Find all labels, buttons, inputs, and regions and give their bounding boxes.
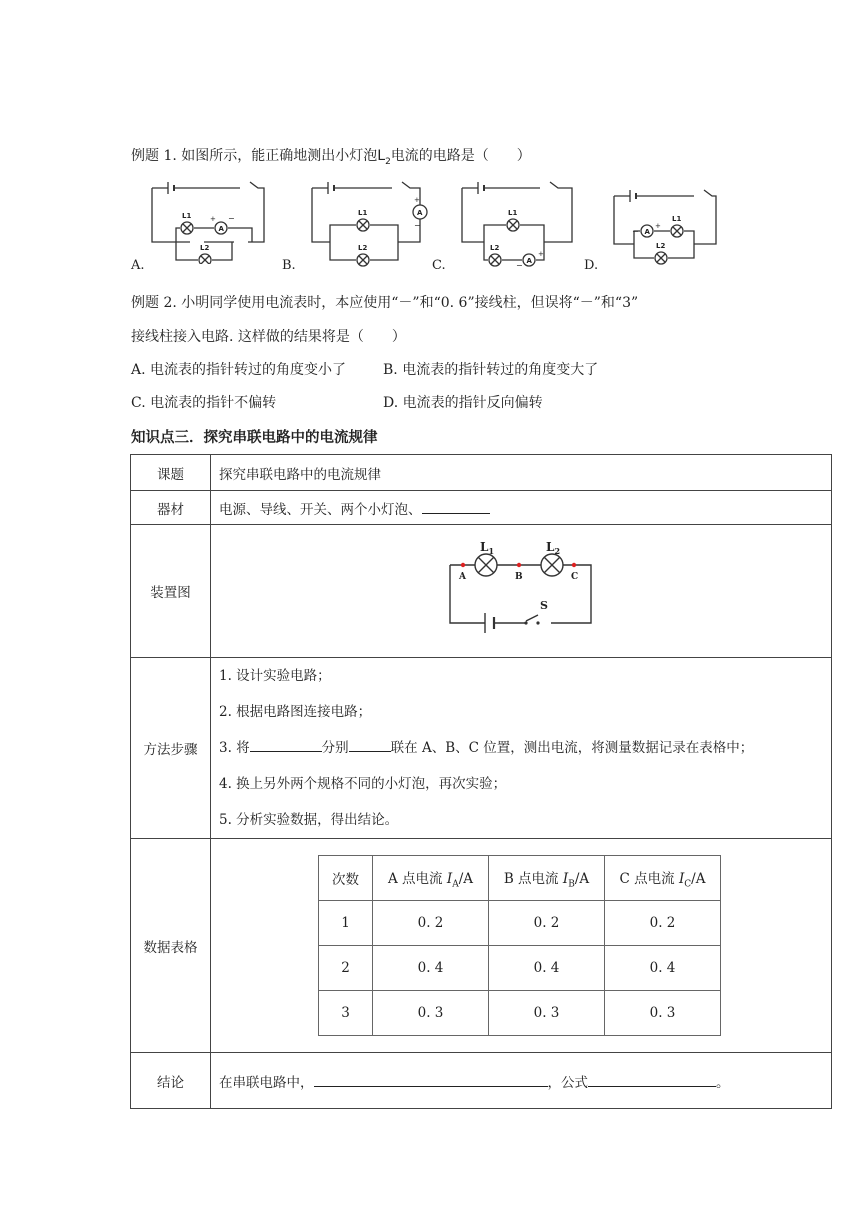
series-circuit-diagram — [446, 541, 606, 641]
header-current-b: B 点电流 $I_B/A$ — [489, 856, 605, 901]
svg-text:B: B — [515, 572, 523, 582]
cell: 3 — [319, 991, 373, 1036]
measurement-header-row — [319, 856, 721, 901]
table-row — [131, 491, 832, 525]
svg-text:L2: L2 — [490, 244, 500, 252]
svg-text:S: S — [540, 599, 548, 612]
table-row — [131, 525, 832, 658]
svg-text:L2: L2 — [200, 244, 210, 252]
svg-text:+: + — [210, 215, 216, 223]
svg-text:A: A — [526, 257, 532, 265]
svg-text:−: − — [516, 261, 523, 270]
step-3-blank-1 — [250, 737, 322, 752]
question-2-option-d: D. 电流表的指针反向偏转 — [383, 395, 543, 411]
cell: 0. 2 — [489, 901, 605, 946]
header-current-c: C 点电流 $I_C/A$ — [605, 856, 721, 901]
svg-text:L2: L2 — [358, 244, 368, 252]
data-table-label: 数据表格 — [131, 839, 211, 1053]
equipment-blank — [422, 499, 490, 514]
svg-text:−: − — [632, 227, 639, 236]
equipment-value: 电源、导线、开关、两个小灯泡、 — [211, 491, 832, 525]
measurement-row — [319, 946, 721, 991]
cell: 0. 2 — [373, 901, 489, 946]
cell: 2 — [319, 946, 373, 991]
svg-text:C: C — [571, 572, 579, 582]
circuit-option-c — [458, 180, 578, 270]
cell: 0. 4 — [605, 946, 721, 991]
svg-text:L1: L1 — [508, 209, 518, 217]
question-2-option-c: C. 电流表的指针不偏转 — [131, 395, 277, 411]
table-row — [131, 839, 832, 1053]
table-row — [131, 658, 832, 839]
measurement-row — [319, 991, 721, 1036]
svg-text:L1: $L_1$ — [480, 541, 495, 556]
conclusion-label: 结论 — [131, 1053, 211, 1109]
header-current-a: A 点电流 $I_A/A$ — [373, 856, 489, 901]
svg-text:A: A — [459, 572, 466, 582]
svg-text:L2: L2 — [656, 242, 666, 250]
cell: 0. 3 — [605, 991, 721, 1036]
table-row — [131, 455, 832, 491]
option-d-label: D. — [584, 258, 599, 273]
question-1: 例题 1. 如图所示，能正确地测出小灯泡$L_2$电流的电路是（ ） — [131, 148, 531, 167]
svg-text:+: + — [538, 250, 544, 258]
header-count: 次数 — [319, 856, 373, 901]
measurement-row — [319, 901, 721, 946]
steps-cell — [211, 658, 832, 839]
circuit-option-b — [308, 180, 428, 270]
cell: 0. 3 — [373, 991, 489, 1036]
cell: 1 — [319, 901, 373, 946]
step-3: 3. 将 分别 联在 A、B、C 位置，测出电流，将测量数据记录在表格中； — [219, 730, 831, 766]
topic-label: 课题 — [131, 455, 211, 491]
cell: 0. 4 — [489, 946, 605, 991]
step-2: 2. 根据电路图连接电路； — [219, 704, 372, 720]
topic-value: 探究串联电路中的电流规律 — [211, 455, 832, 491]
point-a-dot — [461, 563, 465, 567]
svg-text:−: − — [414, 221, 421, 230]
step-4: 4. 换上另外两个规格不同的小灯泡，再次实验； — [219, 776, 507, 792]
equipment-label: 器材 — [131, 491, 211, 525]
svg-text:A: A — [417, 209, 423, 217]
option-b-label: B. — [282, 258, 296, 273]
option-c-label: C. — [432, 258, 446, 273]
cell: 0. 4 — [373, 946, 489, 991]
question-2-line-2: 接线柱接入电路. 这样做的结果将是（ ） — [131, 329, 406, 345]
diagram-cell — [211, 525, 832, 658]
svg-text:L1: L1 — [358, 209, 368, 217]
data-table-cell — [211, 839, 832, 1053]
step-3-blank-2 — [349, 737, 391, 752]
experiment-table — [130, 454, 832, 1109]
section-heading: 知识点三．探究串联电路中的电流规律 — [131, 430, 378, 446]
svg-text:L1: L1 — [182, 212, 192, 220]
svg-text:+: + — [414, 196, 420, 204]
diagram-label: 装置图 — [131, 525, 211, 658]
bulb-symbol: $L_2$ — [377, 148, 391, 167]
svg-text:A: A — [644, 228, 650, 236]
svg-text:−: − — [228, 214, 235, 223]
question-2-option-b: B. 电流表的指针转过的角度变大了 — [383, 362, 599, 378]
steps-label: 方法步骤 — [131, 658, 211, 839]
circuit-option-d — [610, 186, 720, 272]
question-2-line-1: 例题 2. 小明同学使用电流表时，本应使用“－”和“0. 6”接线柱，但误将“－”和“3” — [131, 295, 639, 311]
table-row — [131, 1053, 832, 1109]
conclusion-value: 在串联电路中， ，公式 。 — [211, 1053, 832, 1109]
option-a-label: A. — [131, 258, 145, 273]
conclusion-blank — [314, 1072, 548, 1087]
svg-text:L1: L1 — [672, 215, 682, 223]
circuit-option-a — [148, 180, 268, 264]
cell: 0. 3 — [489, 991, 605, 1036]
step-5: 5. 分析实验数据，得出结论。 — [219, 812, 399, 828]
svg-text:A: A — [218, 225, 224, 233]
question-2-option-a: A. 电流表的指针转过的角度变小了 — [131, 362, 347, 378]
step-1: 1. 设计实验电路； — [219, 668, 331, 684]
point-b-dot — [517, 563, 521, 567]
point-c-dot — [572, 563, 576, 567]
svg-text:L2: $L_2$ — [546, 541, 561, 556]
svg-text:+: + — [655, 222, 661, 230]
cell: 0. 2 — [605, 901, 721, 946]
measurement-table — [318, 855, 721, 1036]
formula-blank — [588, 1072, 716, 1087]
